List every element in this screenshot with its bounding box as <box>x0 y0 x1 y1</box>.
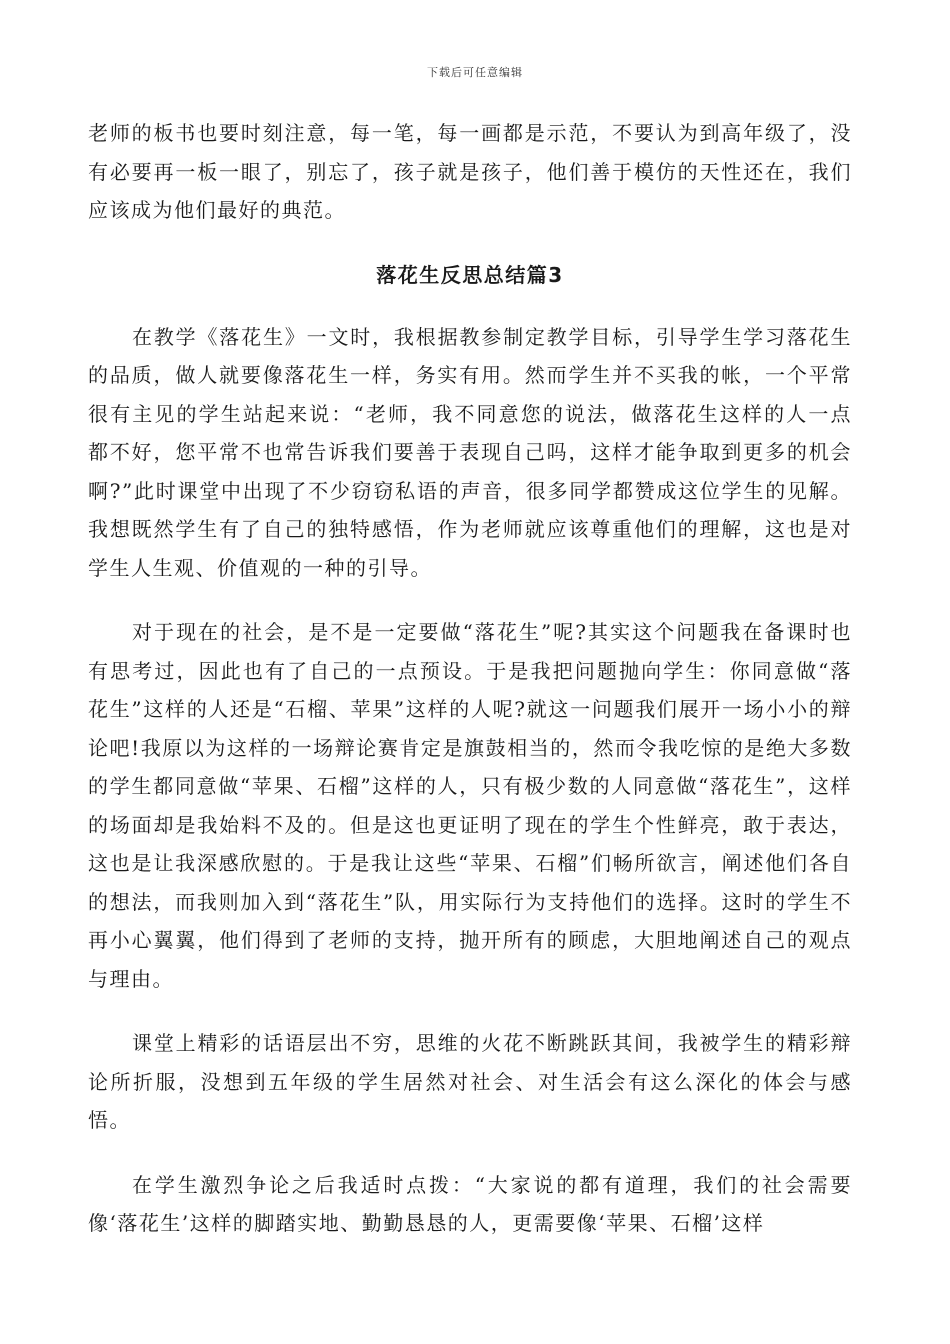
paragraph-spacer <box>88 998 852 1024</box>
paragraph-spacer <box>88 1140 852 1166</box>
section-title: 落花生反思总结篇3 <box>376 262 564 287</box>
paragraph-spacer <box>88 587 852 613</box>
body-paragraph-4: 在学生激烈争论之后我适时点拨：“大家说的都有道理，我们的社会需要像‘落花生’这样的脚踏实地、勤勤恳恳的人，更需要像‘苹果、石榴’这样 <box>88 1172 852 1235</box>
body-paragraph-2: 对于现在的社会，是不是一定要做“落花生”呢?其实这个问题我在备课时也有思考过，因此也有了自己的一点预设。于是我把问题抛向学生：你同意做“落花生”这样的人还是“石榴、苹果”这样的人呢?就这一问题我们展开一场小小的辩论吧!我原以为这样的一场辩论赛肯定是旗鼓相当的，然而令我吃惊的是绝大多数的学生都同意做“苹果、石榴”这样的人，只有极少数的人同意做“落花生”，这样的场面却是我始料不及的。但是这也更证明了现在的学生个性鲜亮，敢于表达，这也是让我深感欣慰的。于是我让这些“苹果、石榴”们畅所欲言，阐述他们各自的想法，而我则加入到“落花生”队，用实际行为支持他们的选择。这时的学生不再小心翼翼，他们得到了老师的支持，抛开所有的顾虑，大胆地阐述自己的观点与理由。 <box>88 620 852 991</box>
opening-paragraph: 老师的板书也要时刻注意，每一笔，每一画都是示范，不要认为到高年级了，没有必要再一板一眼了，别忘了，孩子就是孩子，他们善于模仿的天性还在，我们应该成为他们最好的典范。 <box>88 121 852 222</box>
page-header <box>0 64 950 80</box>
document-body <box>88 114 852 1243</box>
body-paragraph-3: 课堂上精彩的话语层出不穷，思维的火花不断跳跃其间，我被学生的精彩辩论所折服，没想到五年级的学生居然对社会、对生活会有这么深化的体会与感悟。 <box>88 1031 852 1132</box>
header-caption: 下载后可任意编辑 <box>427 66 523 79</box>
body-paragraph-1: 在教学《落花生》一文时，我根据教参制定教学目标，引导学生学习落花生的品质，做人就要像落花生一样，务实有用。然而学生并不买我的帐，一个平常很有主见的学生站起来说：“老师，我不同意您的说法，做落花生这样的人一点都不好，您平常不也常告诉我们要善于表现自己吗，这样才能争取到更多的机会啊?”此时课堂中出现了不少窃窃私语的声音，很多同学都赞成这位学生的见解。我想既然学生有了自己的独特感悟，作为老师就应该尊重他们的理解，这也是对学生人生观、价值观的一种的引导。 <box>88 324 852 580</box>
